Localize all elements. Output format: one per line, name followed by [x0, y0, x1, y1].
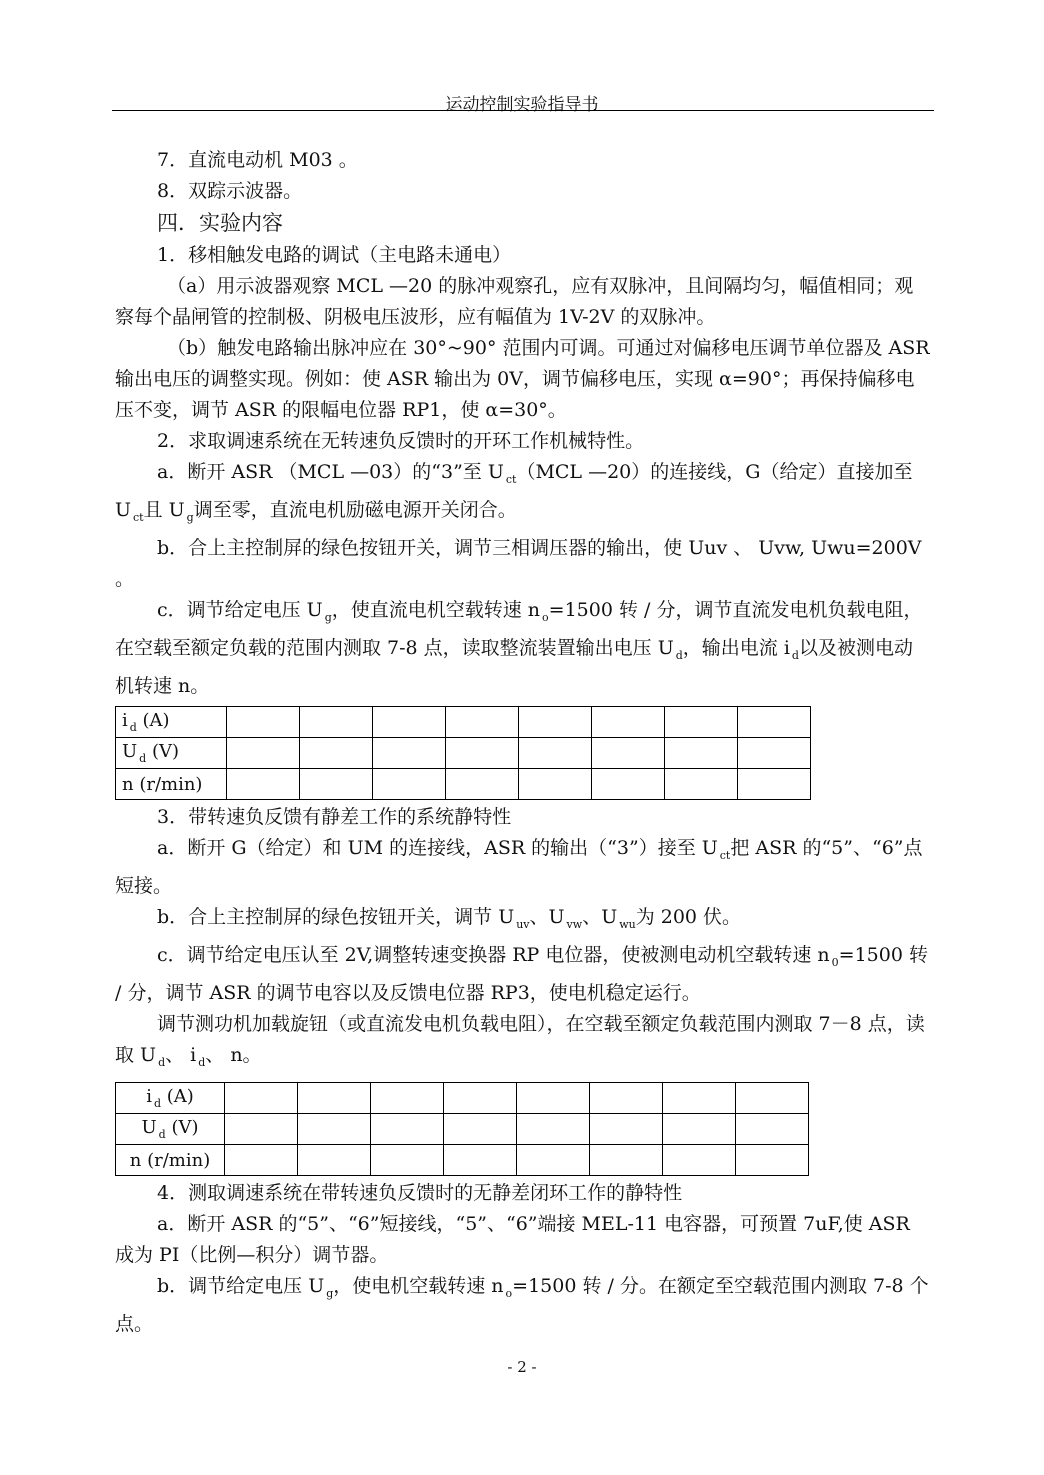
step1-title: 1．移相触发电路的调试（主电路未通电） [157, 244, 512, 266]
step2-para-a: a．断开 ASR （MCL —03）的“3”至 U $_{ct}$（MCL —20）的连接线，G（给定）直接加至 U $_{ct}$且 U $_g$调至零，直流电机励磁电源开关闭合。 [115, 461, 913, 524]
row-label-ud: U $_d$ (V) [116, 1114, 225, 1145]
step4-para-a: a．断开 ASR 的“5”、“6”短接线，“5”、“6”端接 MEL-11 电容器，可预置 7uF,使 ASR 成为 PI（比例—积分）调节器。 [115, 1213, 910, 1266]
row-label-ud: U $_d$ (V) [116, 738, 227, 769]
step3-para-a: a．断开 G（给定）和 UM 的连接线，ASR 的输出（“3”）接至 U $_{ct}$把 ASR 的“5”、“6”点短接。 [115, 837, 923, 897]
item-8: 8．双踪示波器。 [157, 180, 303, 202]
step2-title: 2．求取调速系统在无转速负反馈时的开环工作机械特性。 [157, 430, 645, 452]
open-loop-data-table [115, 706, 811, 800]
step2-para-b: b．合上主控制屏的绿色按钮开关，调节三相调压器的输出，使 Uuv 、 Uvw, Uwu=200V 。 [115, 537, 922, 590]
page-number: - 2 - [507, 1358, 537, 1376]
row-label-id: i $_d$ (A) [116, 707, 227, 738]
table-row [116, 769, 811, 800]
step4-para-b: b．调节给定电压 U $_g$，使电机空载转速 n $_o$=1500 转 / 分。在额定至空载范围内测取 7-8 个点。 [115, 1275, 929, 1335]
page-header: 运动控制实验指导书 [445, 95, 599, 115]
document-body [115, 145, 930, 1340]
step3-para-c: c．调节给定电压认至 2V,调整转速变换器 RP 电位器，使被测电动机空载转速 n $_0$=1500 转 / 分，调节 ASR 的调节电容以及反馈电位器 RP3，使电机稳定运行。 [115, 944, 928, 1004]
step3-title: 3．带转速负反馈有静差工作的系统静特性 [157, 806, 512, 828]
row-label-n: n (r/min) [116, 769, 227, 800]
header-rule [112, 110, 934, 111]
item-7: 7．直流电动机 M03 。 [157, 149, 358, 171]
table-row [116, 1114, 809, 1145]
step4-title: 4．测取调速系统在带转速负反馈时的无静差闭环工作的静特性 [157, 1182, 683, 1204]
step3-para-d: 调节测功机加载旋钮（或直流发电机负载电阻），在空载至额定负载范围内测取 7－8 点，读取 U $_d$、 i $_d$、 n。 [115, 1013, 925, 1069]
step2-para-c: c．调节给定电压 U $_g$，使直流电机空载转速 n $_o$=1500 转 / 分，调节直流发电机负载电阻，在空载至额定负载的范围内测取 7-8 点，读取整流装置输出电压 U $_d$，输出电流 i $_d$以及被测电动机转速 n。 [115, 599, 923, 697]
step3-para-b: b．合上主控制屏的绿色按钮开关，调节 U $_{uv}$、U $_{vw}$、U $_{wu}$为 200 伏。 [157, 906, 742, 931]
table-row [116, 1083, 809, 1114]
table-row [116, 1145, 809, 1176]
step1-para-a: （a）用示波器观察 MCL —20 的脉冲观察孔，应有双脉冲，且间隔均匀，幅值相同；观察每个晶闸管的控制极、阴极电压波形，应有幅值为 1V-2V 的双脉冲。 [115, 275, 914, 328]
step1-para-b: （b）触发电路输出脉冲应在 30°~90° 范围内可调。可通过对偏移电压调节单位器及 ASR 输出电压的调整实现。例如：使 ASR 输出为 0V，调节偏移电压，实现 α=90°；再保持偏移电压不变，调节 ASR 的限幅电位器 RP1，使 α=30°。 [115, 337, 930, 421]
table-row [116, 707, 811, 738]
static-error-data-table [115, 1082, 809, 1176]
section-title: 四．实验内容 [157, 211, 283, 235]
table-row [116, 738, 811, 769]
row-label-n: n (r/min) [116, 1145, 225, 1176]
row-label-id: i $_d$ (A) [116, 1083, 225, 1114]
